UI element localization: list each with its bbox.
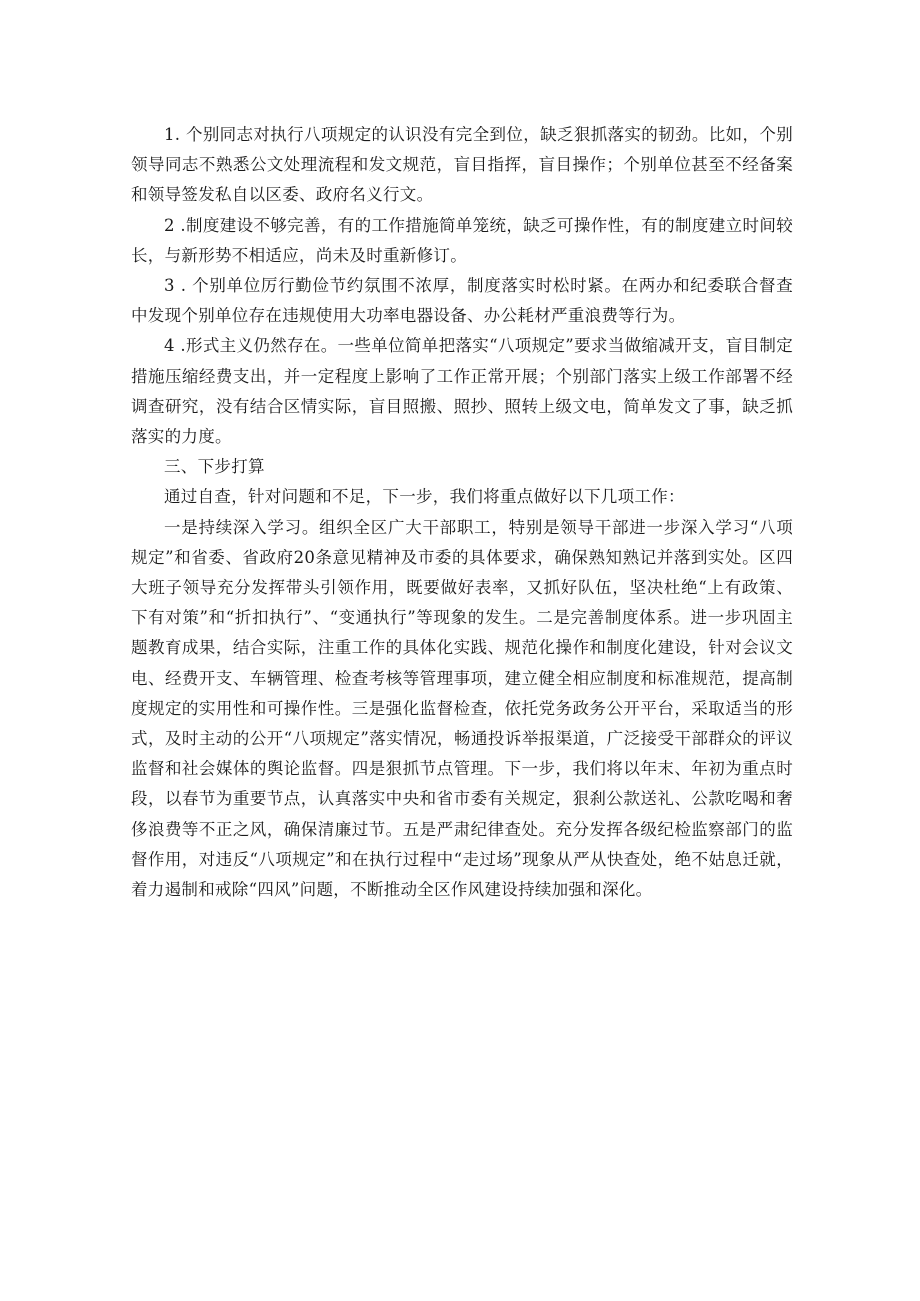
section-heading: 三、下步打算 xyxy=(164,457,265,477)
closing-paragraph: 一是持续深入学习。组织全区广大干部职工，特别是领导干部进一步深入学习“八项规定”和省委、省政府20条意见精神及市委的具体要求，确保熟知熟记并落到实处。区四大班子领导充分发挥带头引领作用，既要做好表率，又抓好队伍，坚决杜绝“上有政策、下有对策”和“折扣执行”、“变通执行”等现象的发生。二是完善制度体系。进一步巩固主题教育成果，结合实际，注重工作的具体化实践、规范化操作和制度化建设，针对会议文电、经费开支、车辆管理、检查考核等管理事项，建立健全相应制度和标准规范，提高制度规定的实用性和可操作性。三是强化监督检查，依托党务政务公开平台，采取适当的形式，及时主动的公开“八项规定”落实情况，畅通投诉举报渠道，广泛接受干部群众的评议监督和社会媒体的舆论监督。四是狠抓节点管理。下一步，我们将以年末、年初为重点时段，以春节为重要节点，认真落实中央和省市委有关规定，狠刹公款送礼、公款吃喝和奢侈浪费等不正之风，确保清廉过节。五是严肃纪律查处。充分发挥各级纪检监察部门的监督作用，对违反“八项规定”和在执行过程中“走过场”现象从严从快查处，绝不姑息迁就，着力遏制和戒除“四风”问题，不断推动全区作风建设持续加强和深化。 xyxy=(131,517,793,900)
paragraph-2: 2 .制度建设不够完善，有的工作措施简单笼统，缺乏可操作性，有的制度建立时间较长，与新形势不相适应，尚未及时重新修订。 xyxy=(131,215,793,265)
document-body xyxy=(131,120,793,905)
paragraph-3: 3 . 个别单位厉行勤俭节约氛围不浓厚，制度落实时松时紧。在两办和纪委联合督查中发现个别单位存在违规使用大功率电器设备、办公耗材严重浪费等行为。 xyxy=(131,276,793,326)
intro-paragraph: 通过自查，针对问题和不足，下一步，我们将重点做好以下几项工作： xyxy=(164,487,685,507)
paragraph-1: 1. 个别同志对执行八项规定的认识没有完全到位，缺乏狠抓落实的韧劲。比如，个别领导同志不熟悉公文处理流程和发文规范，盲目指挥，盲目操作；个别单位甚至不经备案和领导签发私自以区委、政府名义行文。 xyxy=(131,125,793,205)
paragraph-4: 4 .形式主义仍然存在。一些单位简单把落实“八项规定”要求当做缩减开支，盲目制定措施压缩经费支出，并一定程度上影响了工作正常开展；个别部门落实上级工作部署不经调查研究，没有结合区情实际，盲目照搬、照抄、照转上级文电，简单发文了事，缺乏抓落实的力度。 xyxy=(131,336,793,447)
